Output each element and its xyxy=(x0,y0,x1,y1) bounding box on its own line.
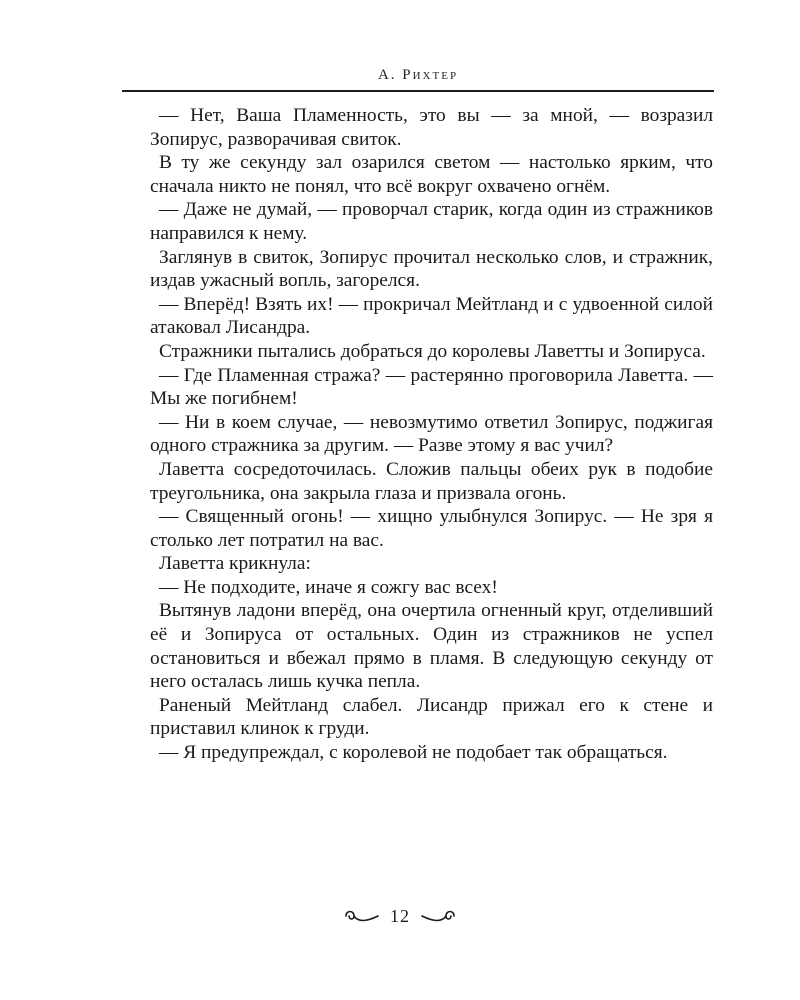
paragraph-1: — Нет, Ваша Пламенность, это вы — за мной, — возразил Зопирус, разворачивая свиток. xyxy=(150,105,713,150)
page-footer xyxy=(0,900,800,932)
header-rule xyxy=(122,90,714,92)
paragraph-4: Заглянув в свиток, Зопирус прочитал несколько слов, и стражник, издав ужасный вопль, загорелся. xyxy=(150,246,713,292)
paragraph-6: Стражники пытались добраться до королевы Лаветты и Зопируса. xyxy=(159,340,706,362)
paragraph-15: — Я предупреждал, с королевой не подобает так обращаться. xyxy=(159,742,668,764)
right-swirl-ornament-icon xyxy=(420,906,456,926)
paragraph-13: Вытянув ладони вперёд, она очертила огненный круг, отделивший её и Зопируса от остальных. Один из стражников не успел остановиться и вбежал прямо в пламя. В следующую секунду от него осталась лишь кучка пепла. xyxy=(150,600,713,693)
paragraph-11: Лаветта крикнула: xyxy=(159,553,311,575)
paragraph-5: — Вперёд! Взять их! — прокричал Мейтланд и с удвоенной силой атаковал Лисандра. xyxy=(150,293,713,339)
paragraph-9: Лаветта сосредоточилась. Сложив пальцы обеих рук в подобие треугольника, она закрыла глаза и призвала огонь. xyxy=(150,458,713,504)
paragraph-10: — Священный огонь! — хищно улыбнулся Зопирус. — Не зря я столько лет потратил на вас. xyxy=(150,506,713,551)
paragraph-12: — Не подходите, иначе я сожгу вас всех! xyxy=(159,576,498,598)
page-number: 12 xyxy=(390,905,410,926)
paragraph-3: — Даже не думай, — проворчал старик, когда один из стражников направился к нему. xyxy=(150,199,713,244)
running-head-author: А. Рихтер xyxy=(377,67,459,83)
left-swirl-ornament-icon xyxy=(344,906,380,926)
paragraph-14: Раненый Мейтланд слабел. Лисандр прижал его к стене и приставил клинок к груди. xyxy=(150,694,713,740)
paragraph-2: В ту же секунду зал озарился светом — настолько ярким, что сначала никто не понял, что всё вокруг охвачено огнём. xyxy=(150,152,713,197)
paragraph-7: — Где Пламенная стража? — растерянно проговорила Лаветта. — Мы же погибнем! xyxy=(150,364,713,410)
body-text xyxy=(150,104,713,765)
paragraph-8: — Ни в коем случае, — невозмутимо ответил Зопирус, поджигая одного стражника за другим. — Разве этому я вас учил? xyxy=(150,411,713,457)
